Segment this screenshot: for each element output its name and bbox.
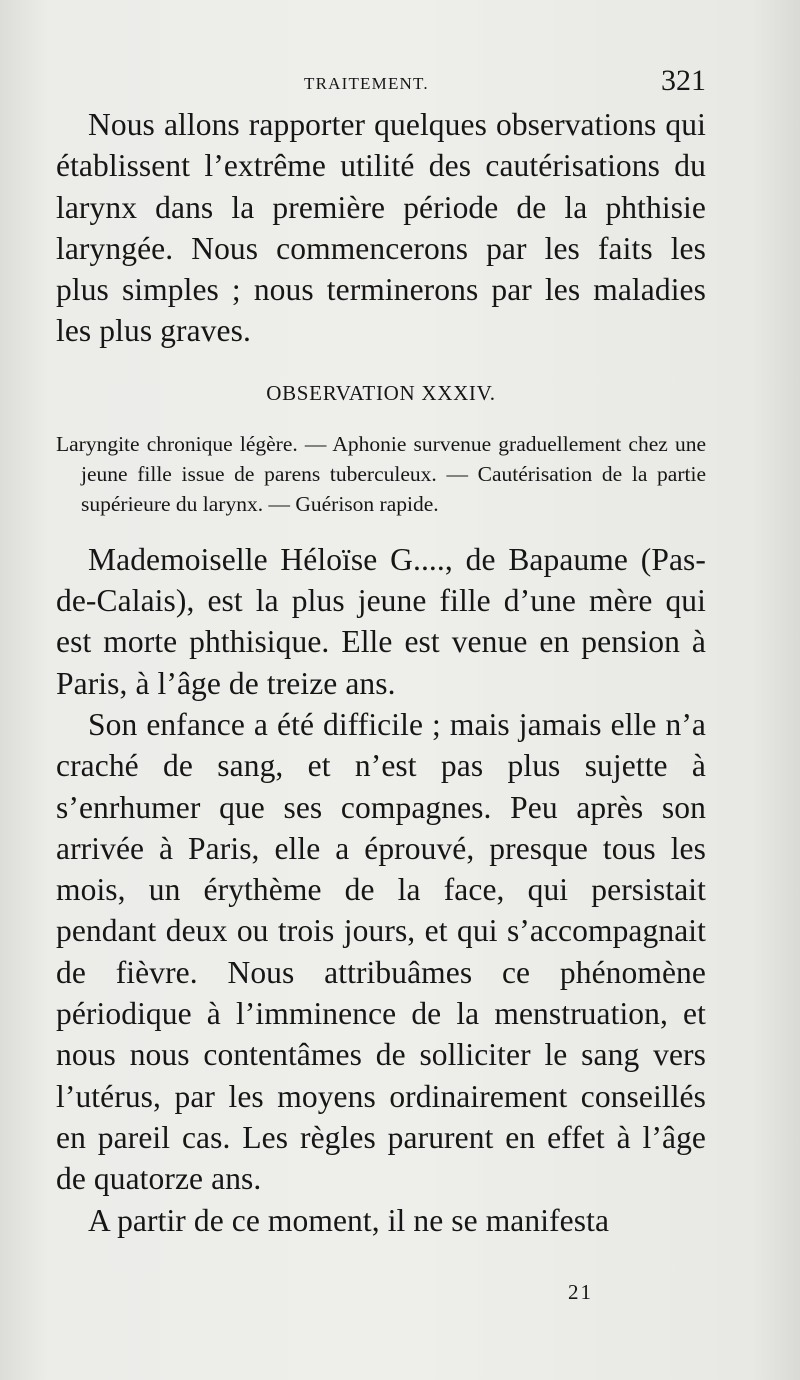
case-paragraph-3: A partir de ce moment, il ne se manifesta	[88, 1202, 610, 1238]
section-gap	[56, 519, 706, 539]
running-head	[56, 66, 706, 106]
running-head-title: TRAITEMENT.	[304, 74, 429, 93]
observation-summary: Laryngite chronique légère. — Aphonie survenue graduellement chez une jeune fille issue de parens tuberculeux. — Cautérisation de la partie supérieure du larynx. — Guérison rapide.	[56, 431, 706, 516]
intro-paragraph: Nous allons rapporter quelques observations qui établissent l’extrême utilité des cautérisations du larynx dans la première période de la phthisie laryngée. Nous commencerons par les faits les plus simples ; nous terminerons par les maladies les plus graves.	[56, 107, 706, 349]
observation-title: OBSERVATION XXXIV.	[266, 380, 496, 405]
page-body	[56, 104, 706, 1241]
case-paragraph-2: Son enfance a été difficile ; mais jamais elle n’a craché de sang, et n’est pas plus sujette à s’enrhumer que ses compagnes. Peu après son arrivée à Paris, elle a éprouvé, presque tous les mois, un érythème de la face, qui persistait pendant deux ou trois jours, et qui s’accompagnait de fièvre. Nous attribuâmes ce phénomène périodique à l’imminence de la menstruation, et nous nous contentâmes de solliciter le sang vers l’utérus, par les moyens ordinairement conseillés en pareil cas. Les règles parurent en effet à l’âge de quatorze ans.	[56, 706, 706, 1197]
signature-mark: 21	[568, 1280, 593, 1304]
page-number: 321	[661, 64, 706, 97]
case-paragraph-1: Mademoiselle Héloïse G...., de Bapaume (Pas-de-Calais), est la plus jeune fille d’une mère qui est morte phthisique. Elle est venue en pension à Paris, à l’âge de treize ans.	[56, 541, 706, 701]
